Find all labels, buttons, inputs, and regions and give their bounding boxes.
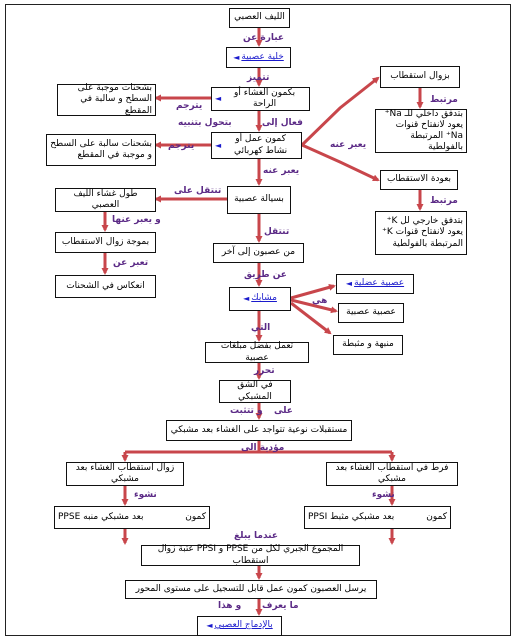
label-known-as: ما يعرف [262,601,299,611]
box-depolarization: بزوال استقطاب [380,66,460,88]
label-translates-2: يترجم [168,141,195,151]
label-linked-1: مرتبط [430,95,458,105]
box-synapses[interactable] [229,287,291,311]
box-neuromuscular[interactable] [336,274,414,294]
box-text: بكمون الغشاء أو الراحة [234,87,296,109]
arrow-b7-b5 [302,78,378,145]
box-k-efflux: بتدفق خارجي لل K⁺ يعود لانفتاح قنوات K⁺ المرتبطة بالفولطية [375,211,467,255]
box-text: كمون عمل أو نشاط كهربائي [234,134,288,156]
label-emergence-1: نشوء [134,490,157,500]
arrow-b7-b9 [302,145,378,180]
box-action-potential [211,132,302,159]
label-travels-on: تنتقل على [174,186,222,196]
label-characterized: تتميز [247,73,270,83]
box-ppsi [304,506,451,529]
label-are: هي [312,296,328,306]
box-charges-resting: بشحنات موجبة على السطح و سالبة في المقطع [57,84,156,116]
label-by-stimulation: بتحول بتنبيه [178,118,232,128]
label-travels: تنتقل [264,227,290,237]
box-text: بعد مشبكي مثبط PPSI [308,511,395,522]
box-neuron-fires: يرسل العصبون كمون عمل قابل للتسجيل على مستوى المحور [125,580,377,599]
link-text[interactable]: مشابك [251,293,277,304]
label-expresses: تعبر عن [113,258,149,268]
box-postsynaptic-hyperpolarization: فرط في استقطاب الغشاء بعد مشبكي [326,462,458,486]
box-resting-potential [211,87,310,111]
box-na-influx: بتدفق داخلي للـ Na⁺ يعود لانفتاح قنوات Na⁺ المرتبطة بالفولطية [375,109,467,153]
box-text: كمون [185,511,206,522]
box-synaptic-cleft: في الشق المشبكي [219,380,291,403]
label-releases: تحرر [254,366,275,376]
triangle-icon: ◄ [215,140,222,150]
label-translates-1: يترجم [176,101,203,111]
box-neuron-to-neuron: من عصبون إلى آخر [213,243,304,263]
box-postsynaptic-depolarization: زوال استقطاب الغشاء بعد مشبكي [66,462,184,486]
triangle-icon: ◄ [215,94,222,103]
triangle-icon: ◄ [243,294,250,303]
triangle-icon: ◄ [345,279,353,288]
triangle-icon: ◄ [206,621,213,630]
label-expressed-by: و يعبر عنها [112,215,161,225]
box-nerve-cell[interactable] [226,47,291,68]
label-effective-to: فعال إلى [262,118,303,128]
box-excitatory-inhibitory: منبهة و مثبطة [333,335,403,355]
label-binds: و تتثبت [230,406,263,416]
link-text[interactable]: بالإدماج العصبي [214,620,273,631]
label-expressed-2: يعبر عنه [263,166,300,176]
box-charges-action: بشحنات سالبة على السطح و موجبة في المقطع [46,134,156,166]
box-neuro-neuro: عصبية عصبية [338,303,404,323]
label-linked-2: مرتبط [430,196,458,206]
box-depolarization-wave: بموجة زوال الاستقطاب [55,232,156,253]
link-text[interactable]: عصبية عضلية [354,278,405,289]
label-by-means: عن طريق [244,270,287,280]
box-charge-reversal: انعكاس في الشحنات [55,275,156,298]
box-nerve-impulse: بسيالة عصبية [227,186,291,214]
box-ppse [54,506,210,529]
box-algebraic-sum: المجموع الجبري لكل من PPSE و PPSI عتبة زوال استقطاب [141,545,360,566]
box-text: كمون [426,511,447,522]
label-is: عبارة عن [243,33,285,43]
label-and-this: و هذا [218,601,242,611]
label-on: على [274,406,293,416]
box-repolarization: بعودة الاستقطاب [380,170,458,190]
label-when-reaches: عندما يبلغ [234,531,278,541]
box-membrane-length: طول غشاء الليف العصبي [55,188,156,212]
label-emergence-2: نشوء [372,490,395,500]
label-leading-to: مؤدية الى [241,443,285,453]
label-which: التي [251,323,271,333]
box-neural-fiber: الليف العصبي [229,8,290,28]
box-text: بعد مشبكي منبه PPSE [58,511,144,522]
label-expressed-1: يعبر عنه [330,140,367,150]
box-receptors: مستقبلات نوعية تتواجد على الغشاء بعد مشبكي [166,420,352,441]
link-text[interactable]: خلية عصبية [241,51,284,62]
box-neurotransmitters: تعمل بفضل مبلغات عصبية [205,342,309,363]
triangle-icon: ◄ [233,52,240,62]
box-neural-integration[interactable] [197,616,282,636]
